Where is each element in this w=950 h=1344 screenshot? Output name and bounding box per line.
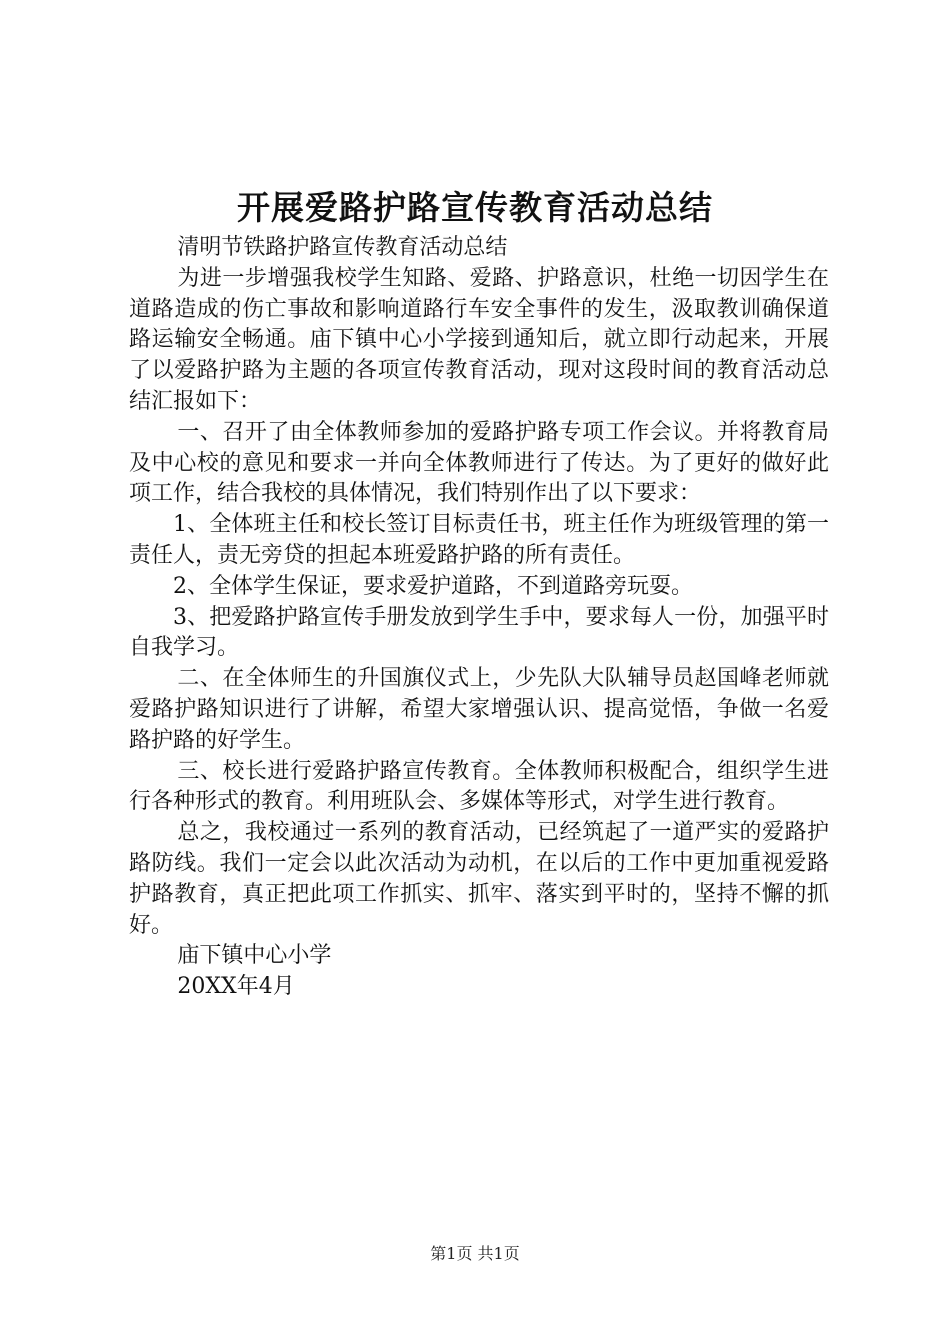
section-two-paragraph: 二、在全体师生的升国旗仪式上，少先队大队辅导员赵国峰老师就爱路护路知识进行了讲解，希望大家增强认识、提高觉悟，争做一名爱路护路的好学生。 (129, 666, 829, 753)
signature-school: 庙下镇中心小学 (177, 943, 332, 969)
document-body (129, 233, 829, 1003)
intro-paragraph: 为进一步增强我校学生知路、爱路、护路意识，杜绝一切因学生在道路造成的伤亡事故和影响道路行车安全事件的发生，汲取教训确保道路运输安全畅通。庙下镇中心小学接到通知后，就立即行动起来，开展了以爱路护路为主题的各项宣传教育活动，现对这段时间的教育活动总结汇报如下： (129, 265, 829, 414)
page-footer: 第1页 共1页 (430, 1244, 520, 1263)
section-three-paragraph: 三、校长进行爱路护路宣传教育。全体教师积极配合，组织学生进行各种形式的教育。利用班队会、多媒体等形式，对学生进行教育。 (129, 758, 829, 815)
subtitle-paragraph: 清明节铁路护路宣传教育活动总结 (177, 235, 508, 260)
section-one-paragraph: 一、召开了由全体教师参加的爱路护路专项工作会议。并将教育局及中心校的意见和要求一并向全体教师进行了传达。为了更好的做好此项工作，结合我校的具体情况，我们特别作出了以下要求： (129, 419, 829, 507)
requirement-three-paragraph: 3、把爱路护路宣传手册发放到学生手中，要求每人一份，加强平时自我学习。 (129, 604, 829, 661)
signature-date: 20XX年4月 (177, 974, 295, 1000)
requirement-one-paragraph: 1、全体班主任和校长签订目标责任书，班主任作为班级管理的第一责任人，责无旁贷的担起本班爱路护路的所有责任。 (129, 512, 829, 568)
conclusion-paragraph: 总之，我校通过一系列的教育活动，已经筑起了一道严实的爱路护路防线。我们一定会以此次活动为动机，在以后的工作中更加重视爱路护路教育，真正把此项工作抓实、抓牢、落实到平时的，坚持不懈的抓好。 (129, 820, 829, 938)
requirement-two-paragraph: 2、全体学生保证，要求爱护道路，不到道路旁玩耍。 (173, 573, 693, 599)
document-title: 开展爱路护路宣传教育活动总结 (237, 188, 713, 227)
